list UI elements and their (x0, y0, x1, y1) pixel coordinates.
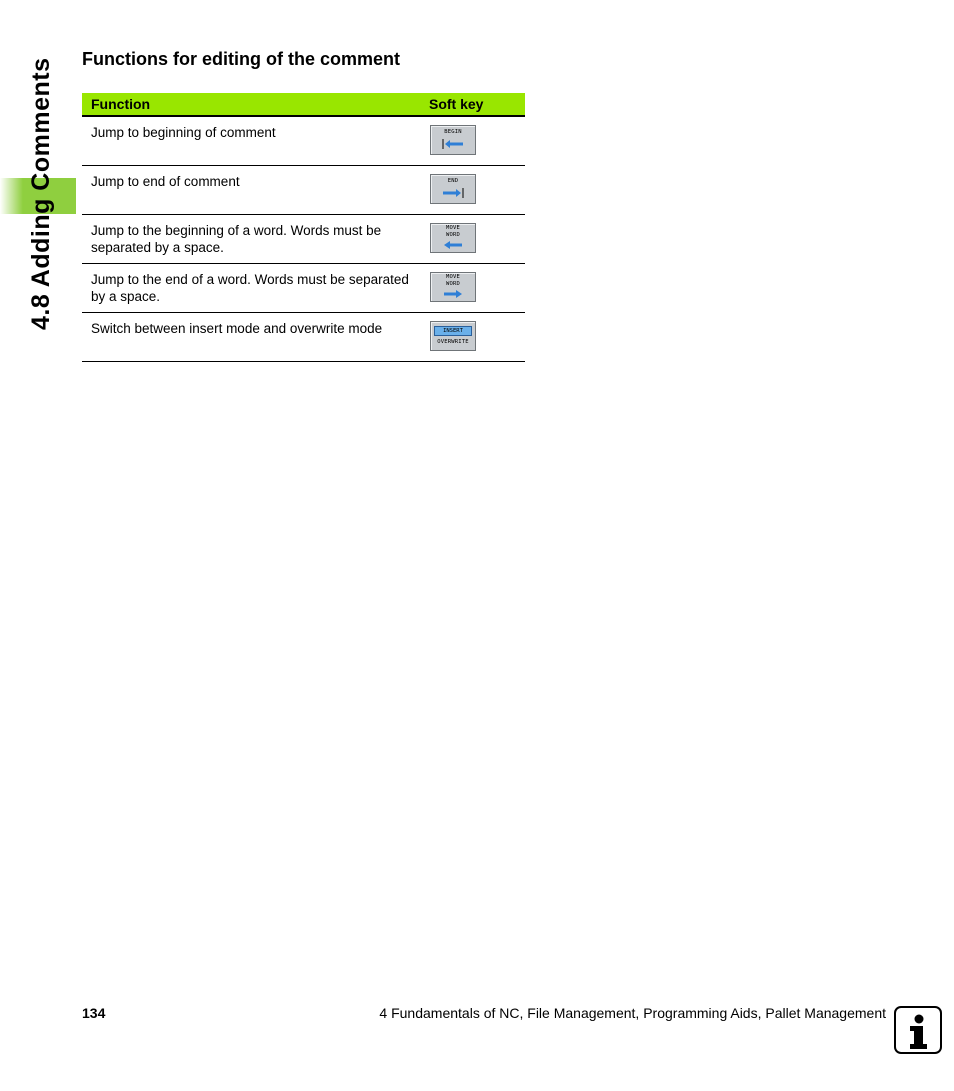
chapter-title: 4 Fundamentals of NC, File Management, Programming Aids, Pallet Management (379, 1005, 886, 1021)
function-cell: Switch between insert mode and overwrite mode (82, 313, 420, 362)
arrow-left-icon (443, 240, 463, 250)
column-header-softkey: Soft key (420, 93, 525, 116)
table-row (82, 215, 525, 264)
page-number: 134 (82, 1005, 106, 1021)
end-softkey-icon (430, 174, 476, 204)
table-header-row (82, 93, 525, 116)
arrow-to-end-icon (441, 187, 465, 199)
arrow-right-icon (443, 289, 463, 299)
softkey-label: WORD (445, 281, 461, 287)
softkey-label-insert: INSERT (434, 326, 472, 336)
move-word-right-softkey-icon (430, 272, 476, 302)
softkey-label: BEGIN (444, 129, 462, 135)
table-row (82, 264, 525, 313)
softkey-label: WORD (445, 232, 461, 238)
functions-table (82, 93, 525, 362)
softkey-label: END (447, 178, 459, 184)
softkey-label: OVERWRITE (437, 339, 469, 345)
softkey-label: MOVE (445, 225, 461, 231)
table-row (82, 313, 525, 362)
function-cell: Jump to the end of a word. Words must be separated by a space. (82, 264, 420, 313)
function-cell: Jump to beginning of comment (82, 116, 420, 166)
softkey-label: MOVE (445, 274, 461, 280)
section-heading: Functions for editing of the comment (82, 49, 400, 69)
begin-softkey-icon (430, 125, 476, 155)
function-cell: Jump to end of comment (82, 166, 420, 215)
arrow-to-start-icon (441, 138, 465, 150)
function-cell: Jump to the beginning of a word. Words must be separated by a space. (82, 215, 420, 264)
info-glyph-icon (896, 1008, 940, 1052)
column-header-function: Function (82, 93, 420, 116)
move-word-left-softkey-icon (430, 223, 476, 253)
info-icon (894, 1006, 942, 1054)
table-row (82, 166, 525, 215)
insert-overwrite-softkey-icon (430, 321, 476, 351)
table-row (82, 116, 525, 166)
side-section-title: 4.8 Adding Comments (27, 57, 55, 330)
